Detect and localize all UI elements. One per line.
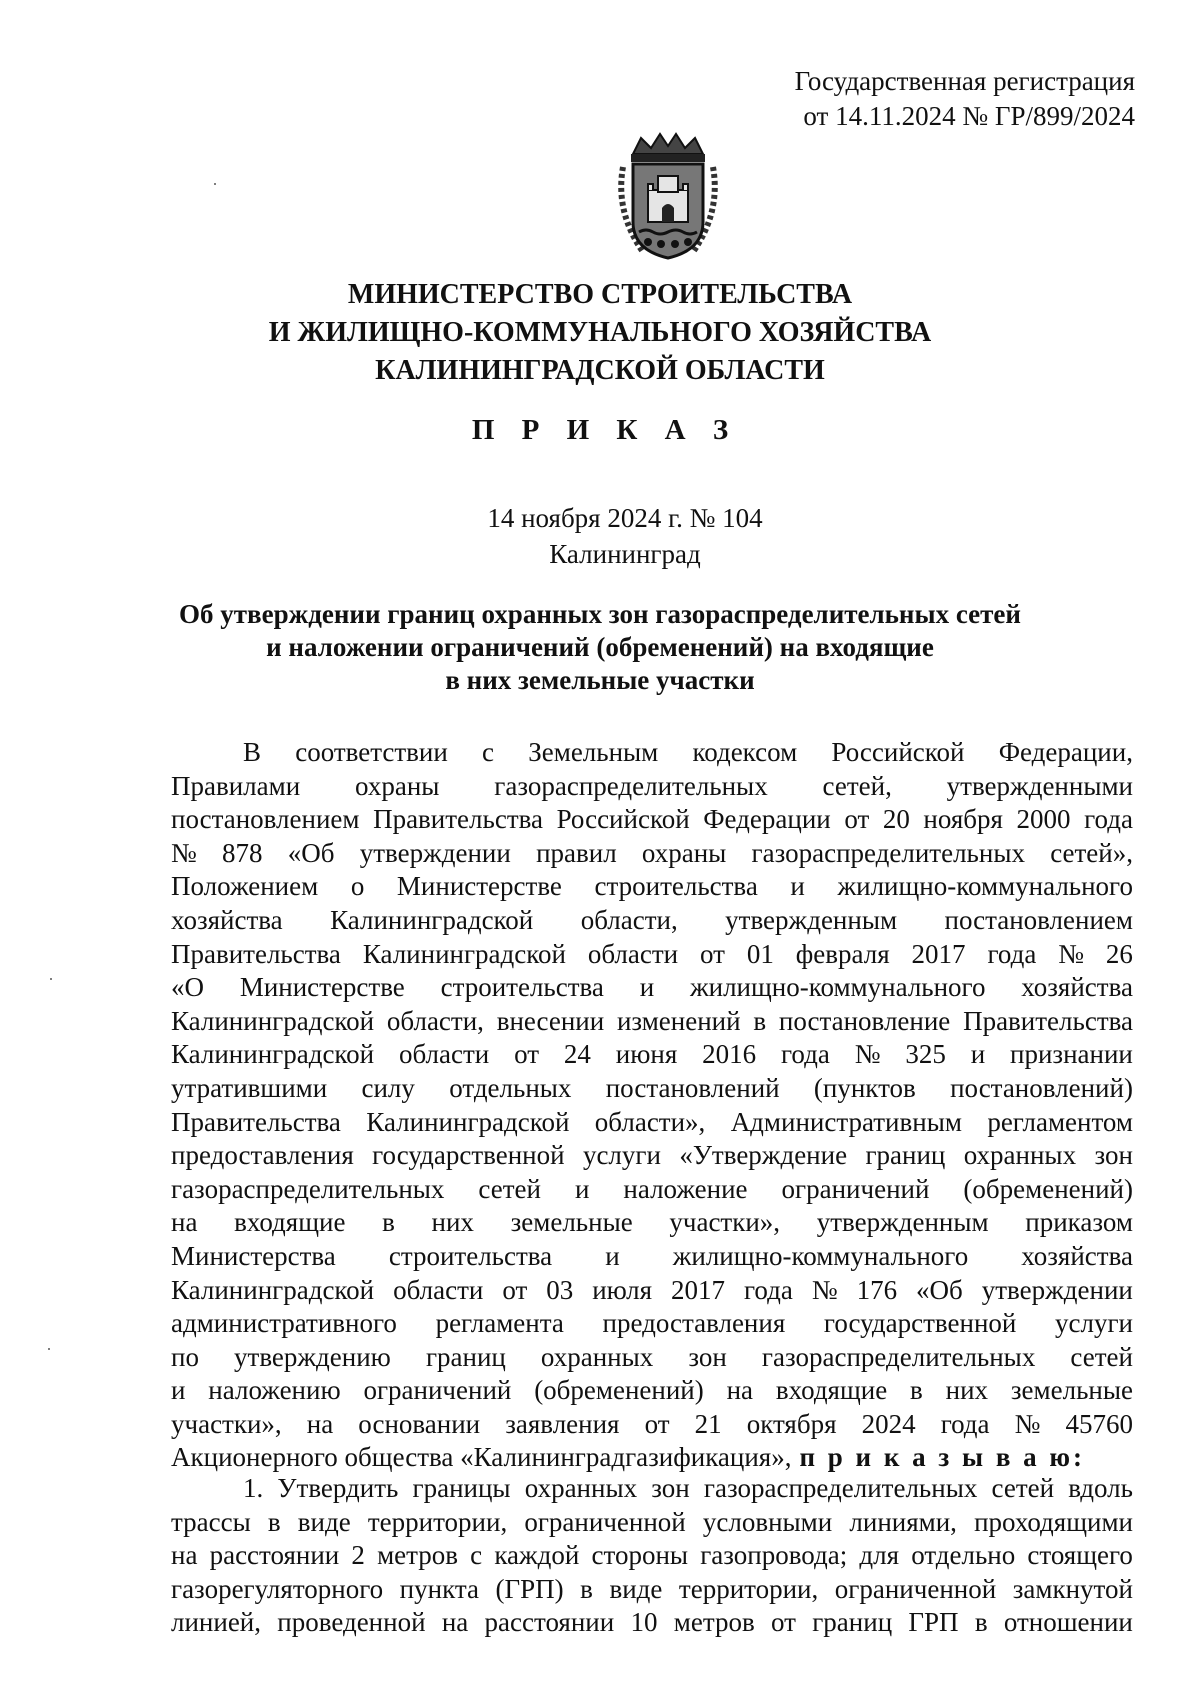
scan-speck: [48, 1348, 50, 1350]
preamble-line: Правилами охраны газораспределительных сетей, утвержденными: [171, 770, 1133, 801]
preamble-line: по утверждению границ охранных зон газораспределительных сетей: [171, 1341, 1133, 1372]
preamble-line: Положением о Министерстве строительства и жилищно-коммунального: [171, 871, 1133, 902]
subject-line-1: Об утверждении границ охранных зон газораспределительных сетей: [179, 599, 1021, 629]
coat-of-arms-icon: [613, 132, 723, 262]
preamble-final-text: Акционерного общества «Калининградгазификация»,: [171, 1442, 792, 1473]
document-subject: [0, 598, 1200, 697]
preamble-line: Министерства строительства и жилищно-коммунального хозяйства: [171, 1240, 1133, 1271]
preamble-line: на входящие в них земельные участки», утвержденным приказом: [171, 1207, 1133, 1238]
item1-line: газорегуляторного пункта (ГРП) в виде территории, ограниченной замкнутой: [171, 1573, 1133, 1604]
order-verb: п р и к а з ы в а ю:: [799, 1442, 1086, 1473]
order-item-1: [171, 1472, 1133, 1640]
preamble-paragraph: [171, 736, 1133, 1475]
preamble-line: Калининградской области, внесении изменений в постановление Правительства: [171, 1005, 1133, 1036]
preamble-line: «О Министерстве строительства и жилищно-коммунального хозяйства: [171, 972, 1133, 1003]
registration-line-2: от 14.11.2024 № ГР/899/2024: [803, 101, 1135, 131]
item1-line: 1. Утвердить границы охранных зон газораспределительных сетей вдоль: [243, 1473, 1133, 1503]
scan-speck: [50, 978, 52, 980]
item1-line: на расстоянии 2 метров с каждой стороны газопровода; для отдельно стоящего: [171, 1540, 1133, 1571]
document-type-heading: П Р И К А З: [471, 414, 739, 446]
preamble-line: [171, 1441, 1133, 1475]
preamble-line: хозяйства Калининградской области, утвержденным постановлением: [171, 904, 1133, 935]
ministry-name: [0, 276, 1200, 390]
preamble-line: Калининградской области от 03 июля 2017 года № 176 «Об утверждении: [171, 1274, 1133, 1305]
date-and-place: [0, 500, 1200, 572]
preamble-line: № 878 «Об утверждении правил охраны газораспределительных сетей»,: [171, 837, 1133, 868]
preamble-line: предоставления государственной услуги «Утверждение границ охранных зон: [171, 1140, 1133, 1171]
place: Калининград: [549, 539, 701, 569]
preamble-line: административного регламента предоставления государственной услуги: [171, 1308, 1133, 1339]
preamble-line: В соответствии с Земельным кодексом Российской Федерации,: [243, 737, 1133, 767]
preamble-line: утратившими силу отдельных постановлений (пунктов постановлений): [171, 1072, 1133, 1103]
preamble-line: Правительства Калининградской области», Административным регламентом: [171, 1106, 1133, 1137]
ministry-name-line-2: И ЖИЛИЩНО-КОММУНАЛЬНОГО ХОЗЯЙСТВА: [268, 317, 932, 348]
preamble-line: участки», на основании заявления от 21 октября 2024 года № 45760: [171, 1408, 1133, 1439]
subject-line-2: и наложении ограничений (обременений) на входящие: [266, 632, 934, 662]
registration-line-1: Государственная регистрация: [794, 66, 1135, 96]
preamble-line: постановлением Правительства Российской Федерации от 20 ноября 2000 года: [171, 804, 1133, 835]
item1-line: линией, проведенной на расстоянии 10 метров от границ ГРП в отношении: [171, 1607, 1133, 1638]
date-number: 14 ноября 2024 г. № 104: [487, 503, 763, 533]
subject-line-3: в них земельные участки: [445, 665, 755, 695]
ministry-name-line-1: МИНИСТЕРСТВО СТРОИТЕЛЬСТВА: [347, 279, 853, 310]
preamble-line: Правительства Калининградской области от 01 февраля 2017 года № 26: [171, 938, 1133, 969]
scan-speck: [214, 183, 216, 185]
preamble-line: газораспределительных сетей и наложение ограничений (обременений): [171, 1173, 1133, 1204]
preamble-line: и наложению ограничений (обременений) на входящие в них земельные: [171, 1375, 1133, 1406]
preamble-line: Калининградской области от 24 июня 2016 года № 325 и признании: [171, 1039, 1133, 1070]
item1-line: трассы в виде территории, ограниченной условными линиями, проходящими: [171, 1506, 1133, 1537]
ministry-name-line-3: КАЛИНИНГРАДСКОЙ ОБЛАСТИ: [375, 355, 825, 386]
registration-stamp: [795, 64, 1135, 134]
